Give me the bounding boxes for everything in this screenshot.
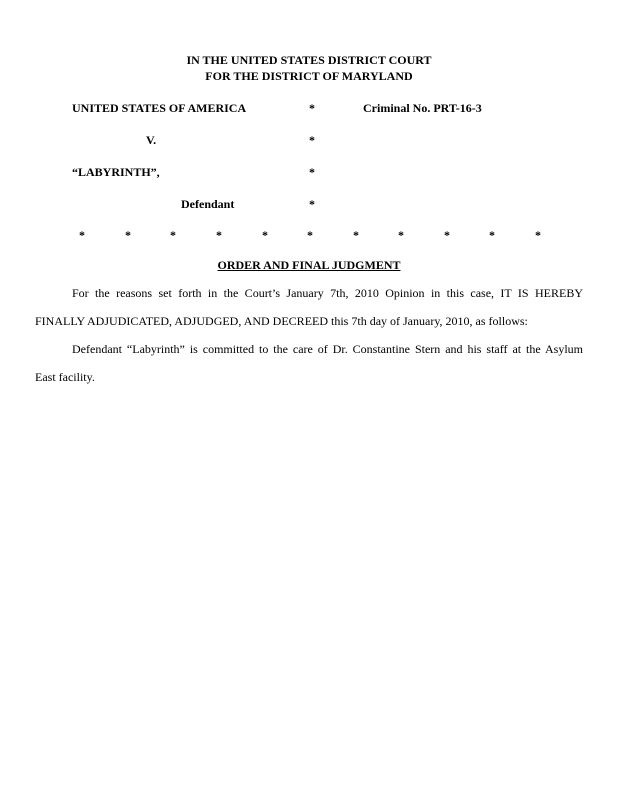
separator-star: * [398,228,404,242]
order-paragraph-2-line-2: East facility. [35,370,95,384]
separator-star: * [170,228,176,242]
caption-star-4: * [309,197,315,211]
case-number: Criminal No. PRT-16-3 [363,101,482,115]
separator-star: * [535,228,541,242]
caption-star-1: * [309,101,315,115]
defendant-name: “LABYRINTH”, [72,165,160,179]
separator-star: * [79,228,85,242]
separator-star: * [353,228,359,242]
separator-star: * [216,228,222,242]
separator-star: * [489,228,495,242]
separator-star: * [125,228,131,242]
separator-star: * [307,228,313,242]
order-paragraph-2-line-1: Defendant “Labyrinth” is committed to the care of Dr. Constantine Stern and his staff at the Asylum [72,342,583,356]
caption-star-2: * [309,133,315,147]
separator-star: * [262,228,268,242]
separator-star: * [444,228,450,242]
order-paragraph-1-line-1: For the reasons set forth in the Court’s January 7th, 2010 Opinion in this case, IT IS HEREBY [72,286,583,300]
court-heading-line-2: FOR THE DISTRICT OF MARYLAND [205,69,413,83]
order-paragraph-1-line-2: FINALLY ADJUDICATED, ADJUDGED, AND DECREED this 7th day of January, 2010, as follows: [35,314,528,328]
caption-star-3: * [309,165,315,179]
order-title: ORDER AND FINAL JUDGMENT [217,258,401,272]
court-heading-line-1: IN THE UNITED STATES DISTRICT COURT [186,53,432,67]
plaintiff-name: UNITED STATES OF AMERICA [72,101,247,115]
versus-label: V. [146,133,157,147]
defendant-label: Defendant [181,197,235,211]
